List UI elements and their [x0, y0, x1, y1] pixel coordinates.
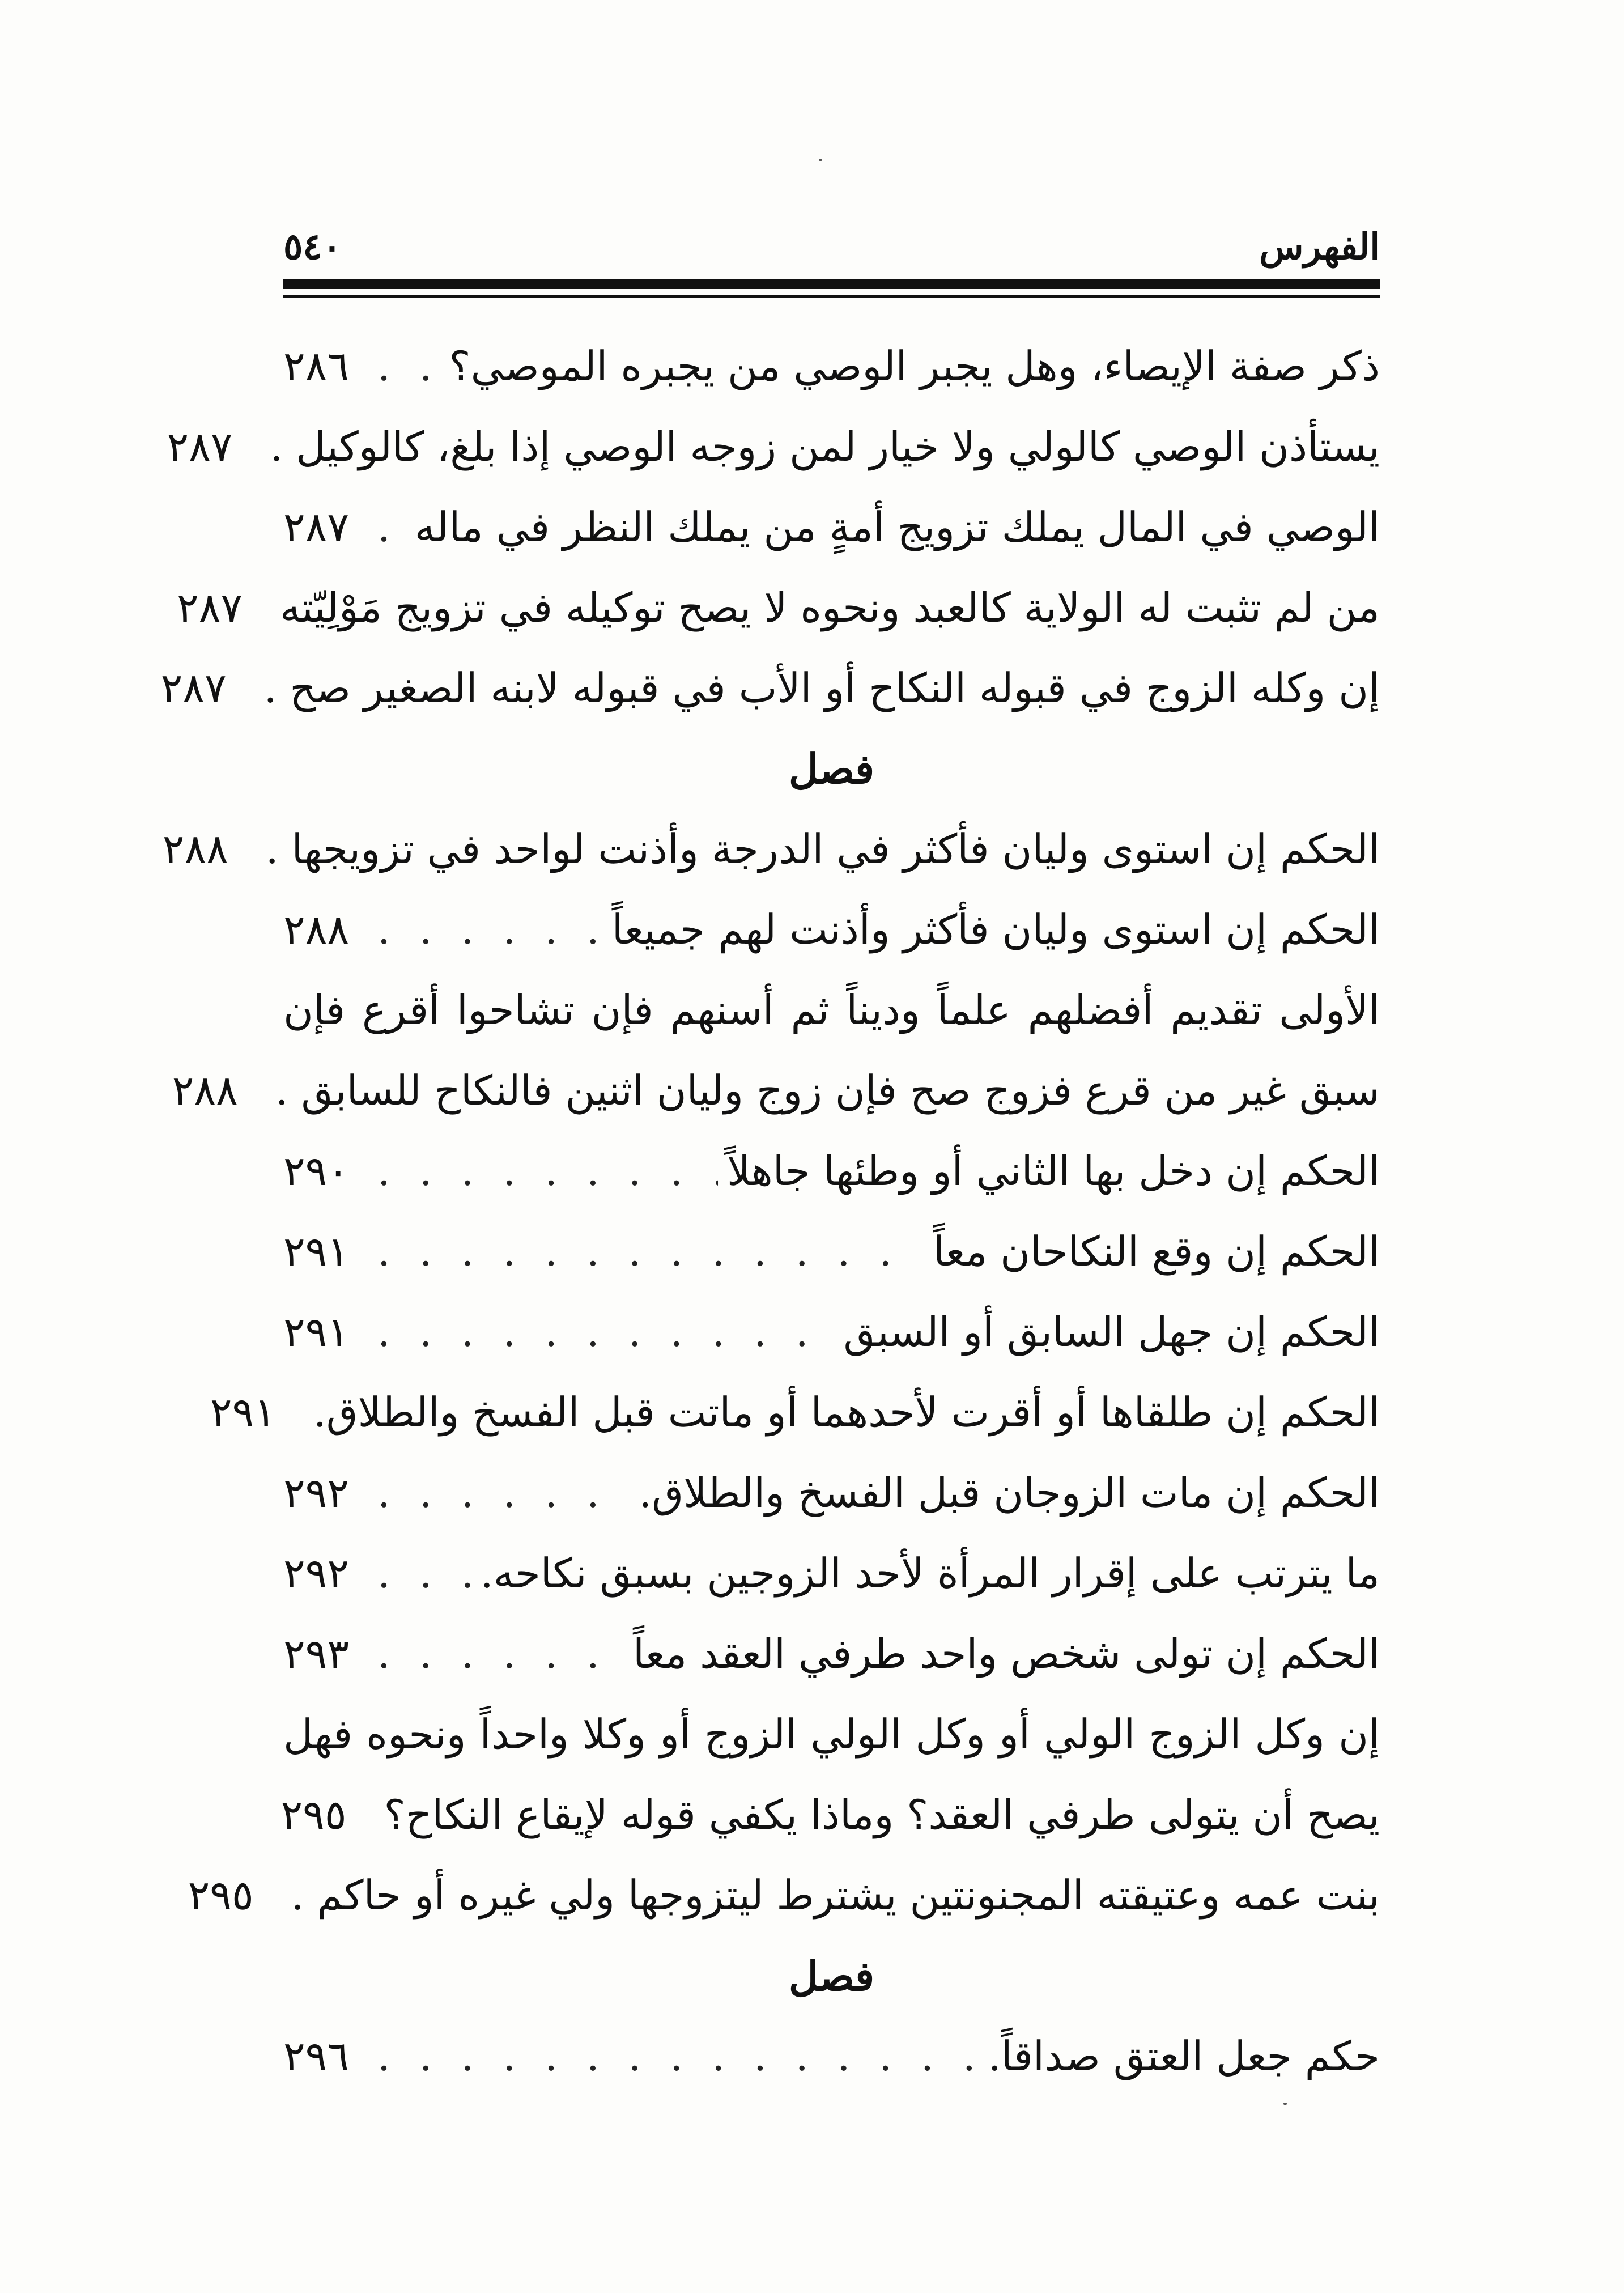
dot-leader	[377, 1633, 624, 1674]
toc-entry-page: ٢٨٧	[177, 584, 243, 631]
toc-entry	[283, 1211, 1380, 1292]
toc-entry	[188, 1855, 1380, 1935]
toc-entry-text: الحكم إن مات الزوجان قبل الفسخ والطلاق.	[639, 1469, 1380, 1517]
toc-entry	[283, 1131, 1380, 1211]
toc-entry-page: ٢٩١	[210, 1388, 276, 1436]
toc-entry-text: يستأذن الوصي كالولي ولا خيار لمن زوجه الوصي إذا بلغ، كالوكيل .	[270, 423, 1380, 470]
dot-leader	[377, 2036, 979, 2077]
toc-entry-continuation	[283, 970, 1380, 1050]
toc-entry-text: الحكم إن دخل بها الثاني أو وطئها جاهلاً	[726, 1147, 1380, 1195]
toc-entry-text: الحكم إن استوى وليان فأكثر وأذنت لهم جميعاً	[611, 906, 1380, 953]
toc-entry-text: ذكر صفة الإيصاء، وهل يجبر الوصي من يجبره الموصي؟	[449, 342, 1380, 390]
toc-entry	[280, 1774, 1380, 1855]
header-page-number: ٥٤٠	[283, 226, 342, 268]
toc-entry-text: إن وكله الزوج في قبوله النكاح أو الأب في قبوله لابنه الصغير صح .	[263, 664, 1380, 712]
toc-entry	[283, 1533, 1380, 1613]
toc-entry	[177, 567, 1380, 648]
header-rule-thick	[283, 279, 1380, 289]
toc-entry	[210, 1372, 1380, 1453]
page-header	[283, 224, 1380, 275]
toc-entry-page: ٢٨٨	[172, 1067, 238, 1114]
toc-entry	[172, 1050, 1380, 1131]
toc-entry-text: ما يترتب على إقرار المرأة لأحد الزوجين بسبق نكاحه.	[480, 1549, 1380, 1597]
scan-speck	[819, 159, 822, 161]
dot-leader	[377, 1311, 834, 1352]
table-of-contents	[160, 326, 1380, 2096]
toc-entry-continuation	[283, 1694, 1380, 1774]
toc-entry	[167, 406, 1380, 487]
toc-entry-text: الوصي في المال يملك تزويج أمةٍ من يملك النظر في ماله	[414, 503, 1380, 551]
toc-entry-text: سبق غير من قرع فزوج صح فإن زوج وليان اثنين فالنكاح للسابق .	[275, 1067, 1380, 1114]
toc-entry-page: ٢٩١	[283, 1308, 350, 1356]
toc-entry	[160, 648, 1380, 728]
toc-entry-page: ٢٨٧	[283, 503, 350, 551]
toc-entry-page: ٢٨٧	[160, 664, 227, 712]
toc-entry	[283, 889, 1380, 970]
toc-entry-page: ٢٩٦	[283, 2032, 350, 2080]
toc-entry-text: يصح أن يتولى طرفي العقد؟ وماذا يكفي قوله لإيقاع النكاح؟	[384, 1791, 1380, 1838]
toc-entry-page: ٢٩٢	[283, 1549, 350, 1597]
toc-entry-page: ٢٩١	[283, 1228, 350, 1275]
section-heading: فصل	[788, 1951, 875, 2000]
section-heading: فصل	[788, 744, 875, 793]
toc-entry-text: الحكم إن استوى وليان فأكثر في الدرجة وأذنت لواحد في تزويجها .	[265, 825, 1380, 873]
toc-entry-page: ٢٩٥	[188, 1871, 254, 1919]
dot-leader	[377, 1553, 471, 1594]
toc-entry-page: ٢٨٨	[283, 906, 350, 953]
header-rule-thin	[283, 295, 1380, 298]
toc-entry-page: ٢٩٠	[283, 1147, 350, 1195]
toc-entry-page: ٢٨٦	[283, 342, 350, 390]
toc-entry	[283, 2016, 1380, 2096]
toc-entry-text: الأولى تقديم أفضلهم علماً وديناً ثم أسنهم فإن تشاحوا أقرع فإن	[283, 986, 1380, 1034]
toc-entry-text: بنت عمه وعتيقته المجنونتين يشترط ليتزوجها ولي غيره أو حاكم .	[291, 1871, 1380, 1919]
toc-entry-page: ٢٨٨	[162, 825, 228, 873]
toc-entry	[283, 487, 1380, 567]
toc-entry-text: الحكم إن تولى شخص واحد طرفي العقد معاً	[632, 1630, 1380, 1678]
toc-entry	[283, 1613, 1380, 1694]
toc-entry-text: الحكم إن وقع النكاحان معاً	[933, 1228, 1380, 1275]
dot-leader	[377, 1231, 924, 1272]
header-title: الفهرس	[1259, 226, 1380, 268]
scan-speck	[1283, 2103, 1287, 2105]
toc-entry-text: حكم جعل العتق صداقاً.	[988, 2032, 1380, 2080]
toc-entry	[283, 1292, 1380, 1372]
dot-leader	[377, 909, 603, 950]
dot-leader	[377, 346, 440, 387]
toc-entry	[162, 809, 1380, 889]
toc-entry-page: ٢٩٥	[280, 1791, 347, 1838]
toc-entry	[283, 326, 1380, 406]
dot-leader	[377, 1150, 718, 1191]
toc-entry	[283, 1453, 1380, 1533]
toc-entry-text: الحكم إن جهل السابق أو السبق	[843, 1308, 1380, 1356]
toc-entry-text: من لم تثبت له الولاية كالعبد ونحوه لا يصح توكيله في تزويج مَوْلِيّته	[280, 584, 1380, 631]
toc-entry-text: إن وكل الزوج الولي أو وكل الولي الزوج أو وكلا واحداً ونحوه فهل	[283, 1710, 1380, 1758]
dot-leader	[377, 507, 406, 547]
toc-entry-page: ٢٩٢	[283, 1469, 350, 1517]
toc-entry-page: ٢٨٧	[167, 423, 233, 470]
toc-entry-page: ٢٩٣	[283, 1630, 350, 1678]
toc-entry-text: الحكم إن طلقاها أو أقرت لأحدهما أو ماتت قبل الفسخ والطلاق.	[313, 1388, 1380, 1436]
dot-leader	[377, 1472, 630, 1513]
